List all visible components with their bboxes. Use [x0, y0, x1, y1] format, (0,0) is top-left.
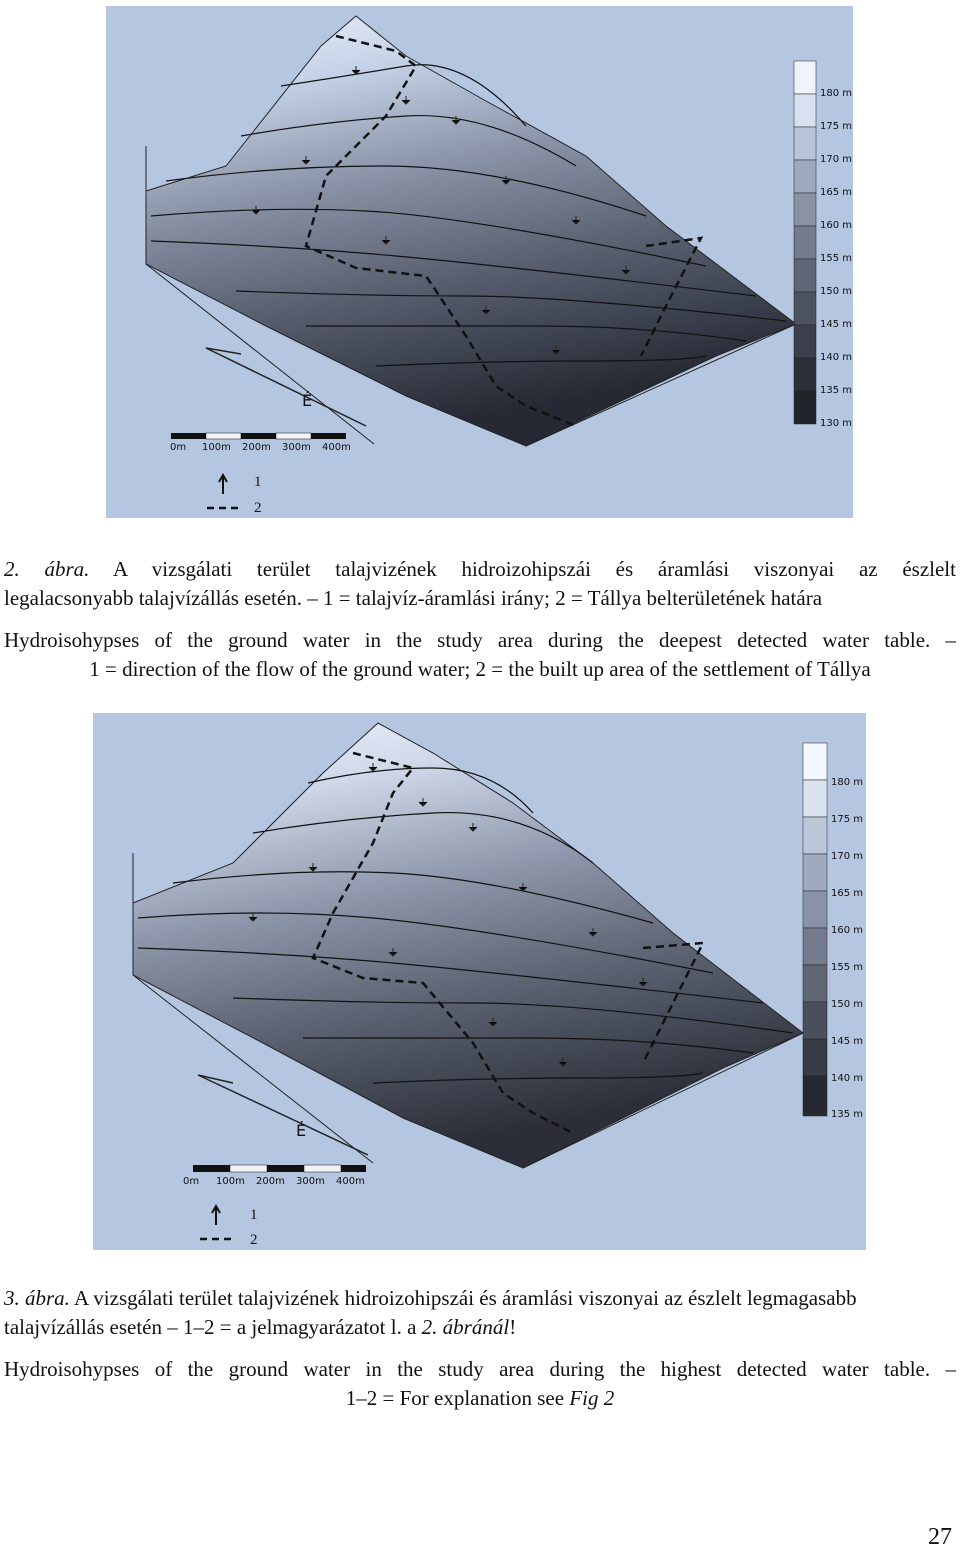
scale-label-0: 0m [170, 442, 187, 453]
scale-label-300: 300m [282, 442, 311, 453]
legend-label-180: 180 m [820, 88, 853, 99]
legend-label-170: 170 m [820, 154, 853, 165]
figure-2-caption-english [4, 626, 956, 684]
legend-label-165: 165 m [820, 187, 853, 198]
scale-label-200: 200m [256, 1176, 285, 1187]
legend-label-175: 175 m [820, 121, 853, 132]
scale-label-300: 300m [296, 1176, 325, 1187]
figure-2-surface-plot [106, 6, 853, 518]
scale-label-400: 400m [322, 442, 351, 453]
surface [133, 723, 803, 1168]
caption-2-hu-line-2: legalacsonyabb talajvízállás esetén. – 1 = talajvíz-áramlási irány; 2 = Tállya belterületének határa [4, 586, 823, 610]
figure-3-caption-hungarian [4, 1284, 956, 1342]
legend-label-160: 160 m [820, 220, 853, 231]
scale-bar [170, 433, 351, 453]
key-label-2: 2 [254, 500, 262, 516]
legend-label-135: 135 m [820, 385, 853, 396]
north-arrow [198, 1075, 368, 1155]
scale-label-200: 200m [242, 442, 271, 453]
legend-label-145: 145 m [820, 319, 853, 330]
legend-label-165: 165 m [831, 888, 864, 899]
scale-label-100: 100m [216, 1176, 245, 1187]
key-label-2: 2 [250, 1232, 258, 1248]
key-label-1: 1 [250, 1207, 258, 1223]
legend-label-150: 150 m [831, 999, 864, 1010]
legend-labels [820, 88, 852, 429]
figure-3-surface-plot [93, 713, 866, 1250]
north-label: É [296, 1121, 307, 1140]
flow-direction-icon [212, 1206, 220, 1225]
figure-key [200, 1206, 258, 1248]
caption-3-hu-line-1: A vizsgálati terület talajvizének hidroizohipszái és áramlási viszonyai az észlelt legmagasabb [74, 1286, 857, 1310]
flow-direction-icon [219, 475, 227, 494]
figure-3-number: 3. ábra. [4, 1286, 70, 1310]
caption-3-hu-line-2a: talajvízállás esetén – 1–2 = a jelmagyarázatot l. a [4, 1315, 422, 1339]
surface [146, 16, 796, 446]
scale-label-400: 400m [336, 1176, 365, 1187]
elevation-legend [794, 61, 816, 424]
fig-2-reference: Fig 2 [569, 1386, 615, 1410]
figure-3-caption-english [4, 1355, 956, 1413]
legend-label-170: 170 m [831, 851, 864, 862]
figure-2-caption-hungarian [4, 555, 956, 613]
caption-2-en-line-2: 1 = direction of the flow of the ground water; 2 = the built up area of the settlement of Tállya [89, 657, 871, 681]
scale-label-0: 0m [183, 1176, 200, 1187]
legend-label-150: 150 m [820, 286, 853, 297]
page-number: 27 [928, 1524, 952, 1550]
caption-2-en-line-1: Hydroisohypses of the ground water in the study area during the deepest detected water table. – [4, 628, 956, 652]
scale-bar [183, 1165, 366, 1187]
legend-label-140: 140 m [820, 352, 853, 363]
figure-2-reference: 2. ábránál [421, 1315, 510, 1339]
legend-label-130: 130 m [820, 418, 853, 429]
caption-3-hu-line-2b: ! [509, 1315, 517, 1339]
legend-label-155: 155 m [831, 962, 864, 973]
legend-label-175: 175 m [831, 814, 864, 825]
scale-label-100: 100m [202, 442, 231, 453]
legend-label-145: 145 m [831, 1036, 864, 1047]
caption-3-en-line-2a: 1–2 = For explanation see [345, 1386, 570, 1410]
legend-label-155: 155 m [820, 253, 853, 264]
legend-labels [831, 777, 863, 1120]
legend-label-160: 160 m [831, 925, 864, 936]
legend-label-135: 135 m [831, 1109, 864, 1120]
legend-label-180: 180 m [831, 777, 864, 788]
caption-3-en-line-1: Hydroisohypses of the ground water in the study area during the highest detected water table. – [4, 1357, 956, 1381]
north-label: É [302, 391, 313, 410]
elevation-legend [803, 743, 827, 1116]
key-label-1: 1 [254, 474, 262, 490]
legend-label-140: 140 m [831, 1073, 864, 1084]
figure-3-map [93, 713, 866, 1250]
figure-2-number: 2. ábra. [4, 557, 90, 581]
figure-2-map [106, 6, 853, 518]
caption-2-hu-line-1: A vizsgálati terület talajvizének hidroizohipszái és áramlási viszonyai az észlelt [112, 557, 956, 581]
figure-key [207, 474, 262, 516]
